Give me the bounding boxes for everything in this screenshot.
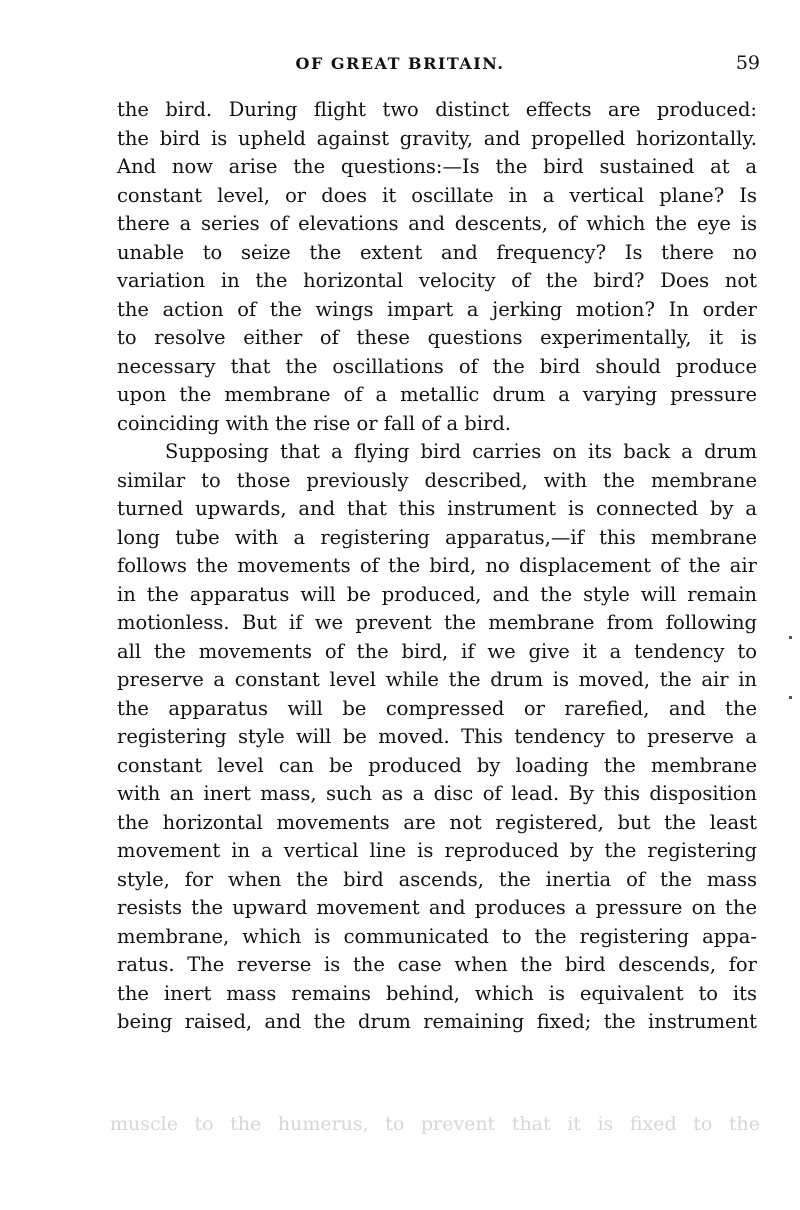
text-line: variation in the horizontal velocity of the bird? Does not — [117, 269, 757, 292]
text-line: constant level can be produced by loading the membrane — [117, 753, 757, 777]
running-title: OF GREAT BRITAIN. — [295, 54, 505, 73]
text-line: style, for when the bird ascends, the inertia of the mass — [117, 867, 757, 891]
margin-speck — [789, 636, 792, 639]
text-line: Supposing that a flying bird carries on its back a drum — [165, 440, 757, 463]
text-line: the bird. During flight two distinct effects are produced: — [117, 98, 757, 121]
text-line: the action of the wings impart a jerking motion? In order — [117, 297, 757, 321]
text-line: constant level, or does it oscillate in a vertical plane? Is — [117, 183, 757, 207]
text-line: necessary that the oscillations of the bird should produce — [117, 354, 757, 378]
text-line: coinciding with the rise or fall of a bird. — [117, 411, 512, 435]
text-line: unable to seize the extent and frequency? Is there no — [117, 240, 757, 264]
text-line: turned upwards, and that this instrument is connected by a — [117, 497, 757, 520]
text-line: motionless. But if we prevent the membrane from following — [117, 611, 757, 634]
text-line: long tube with a registering apparatus,—if this membrane — [117, 525, 757, 549]
text-line: the inert mass remains behind, which is equivalent to its — [117, 981, 757, 1005]
text-line: ratus. The reverse is the case when the bird descends, for — [117, 953, 757, 976]
paragraph-2 — [117, 438, 757, 1037]
text-line: follows the movements of the bird, no displacement of the air — [117, 554, 757, 577]
text-line: there a series of elevations and descents, of which the eye is — [117, 212, 757, 235]
text-line: the apparatus will be compressed or rarefied, and the — [117, 696, 757, 720]
text-line: And now arise the questions:—Is the bird sustained at a — [117, 155, 757, 178]
text-line: all the movements of the bird, if we give it a tendency to — [117, 639, 757, 663]
show-through-text: muscle to the humerus, to prevent that it is fixed to the — [110, 1113, 760, 1135]
text-line: similar to those previously described, with the membrane — [117, 468, 757, 492]
text-line: the horizontal movements are not registered, but the least — [117, 810, 757, 834]
text-line: resists the upward movement and produces a pressure on the — [117, 896, 757, 919]
text-line: preserve a constant level while the drum is moved, the air in — [117, 668, 757, 691]
margin-speck — [789, 696, 792, 699]
text-line: the bird is upheld against gravity, and propelled horizontally. — [117, 126, 757, 150]
text-line: upon the membrane of a metallic drum a varying pressure — [117, 383, 757, 406]
running-head — [0, 48, 800, 78]
body-text — [117, 96, 757, 1037]
text-line: movement in a vertical line is reproduced by the registering — [117, 839, 757, 862]
paragraph-1 — [117, 96, 757, 438]
text-line: with an inert mass, such as a disc of lead. By this disposition — [117, 782, 757, 805]
text-line: in the apparatus will be produced, and the style will remain — [117, 582, 757, 606]
text-line: to resolve either of these questions experimentally, it is — [117, 326, 757, 349]
page-number: 59 — [735, 52, 760, 74]
text-line: membrane, which is communicated to the registering appa- — [117, 924, 757, 948]
text-line: being raised, and the drum remaining fixed; the instrument — [117, 1010, 757, 1033]
text-line: registering style will be moved. This tendency to preserve a — [117, 725, 757, 748]
